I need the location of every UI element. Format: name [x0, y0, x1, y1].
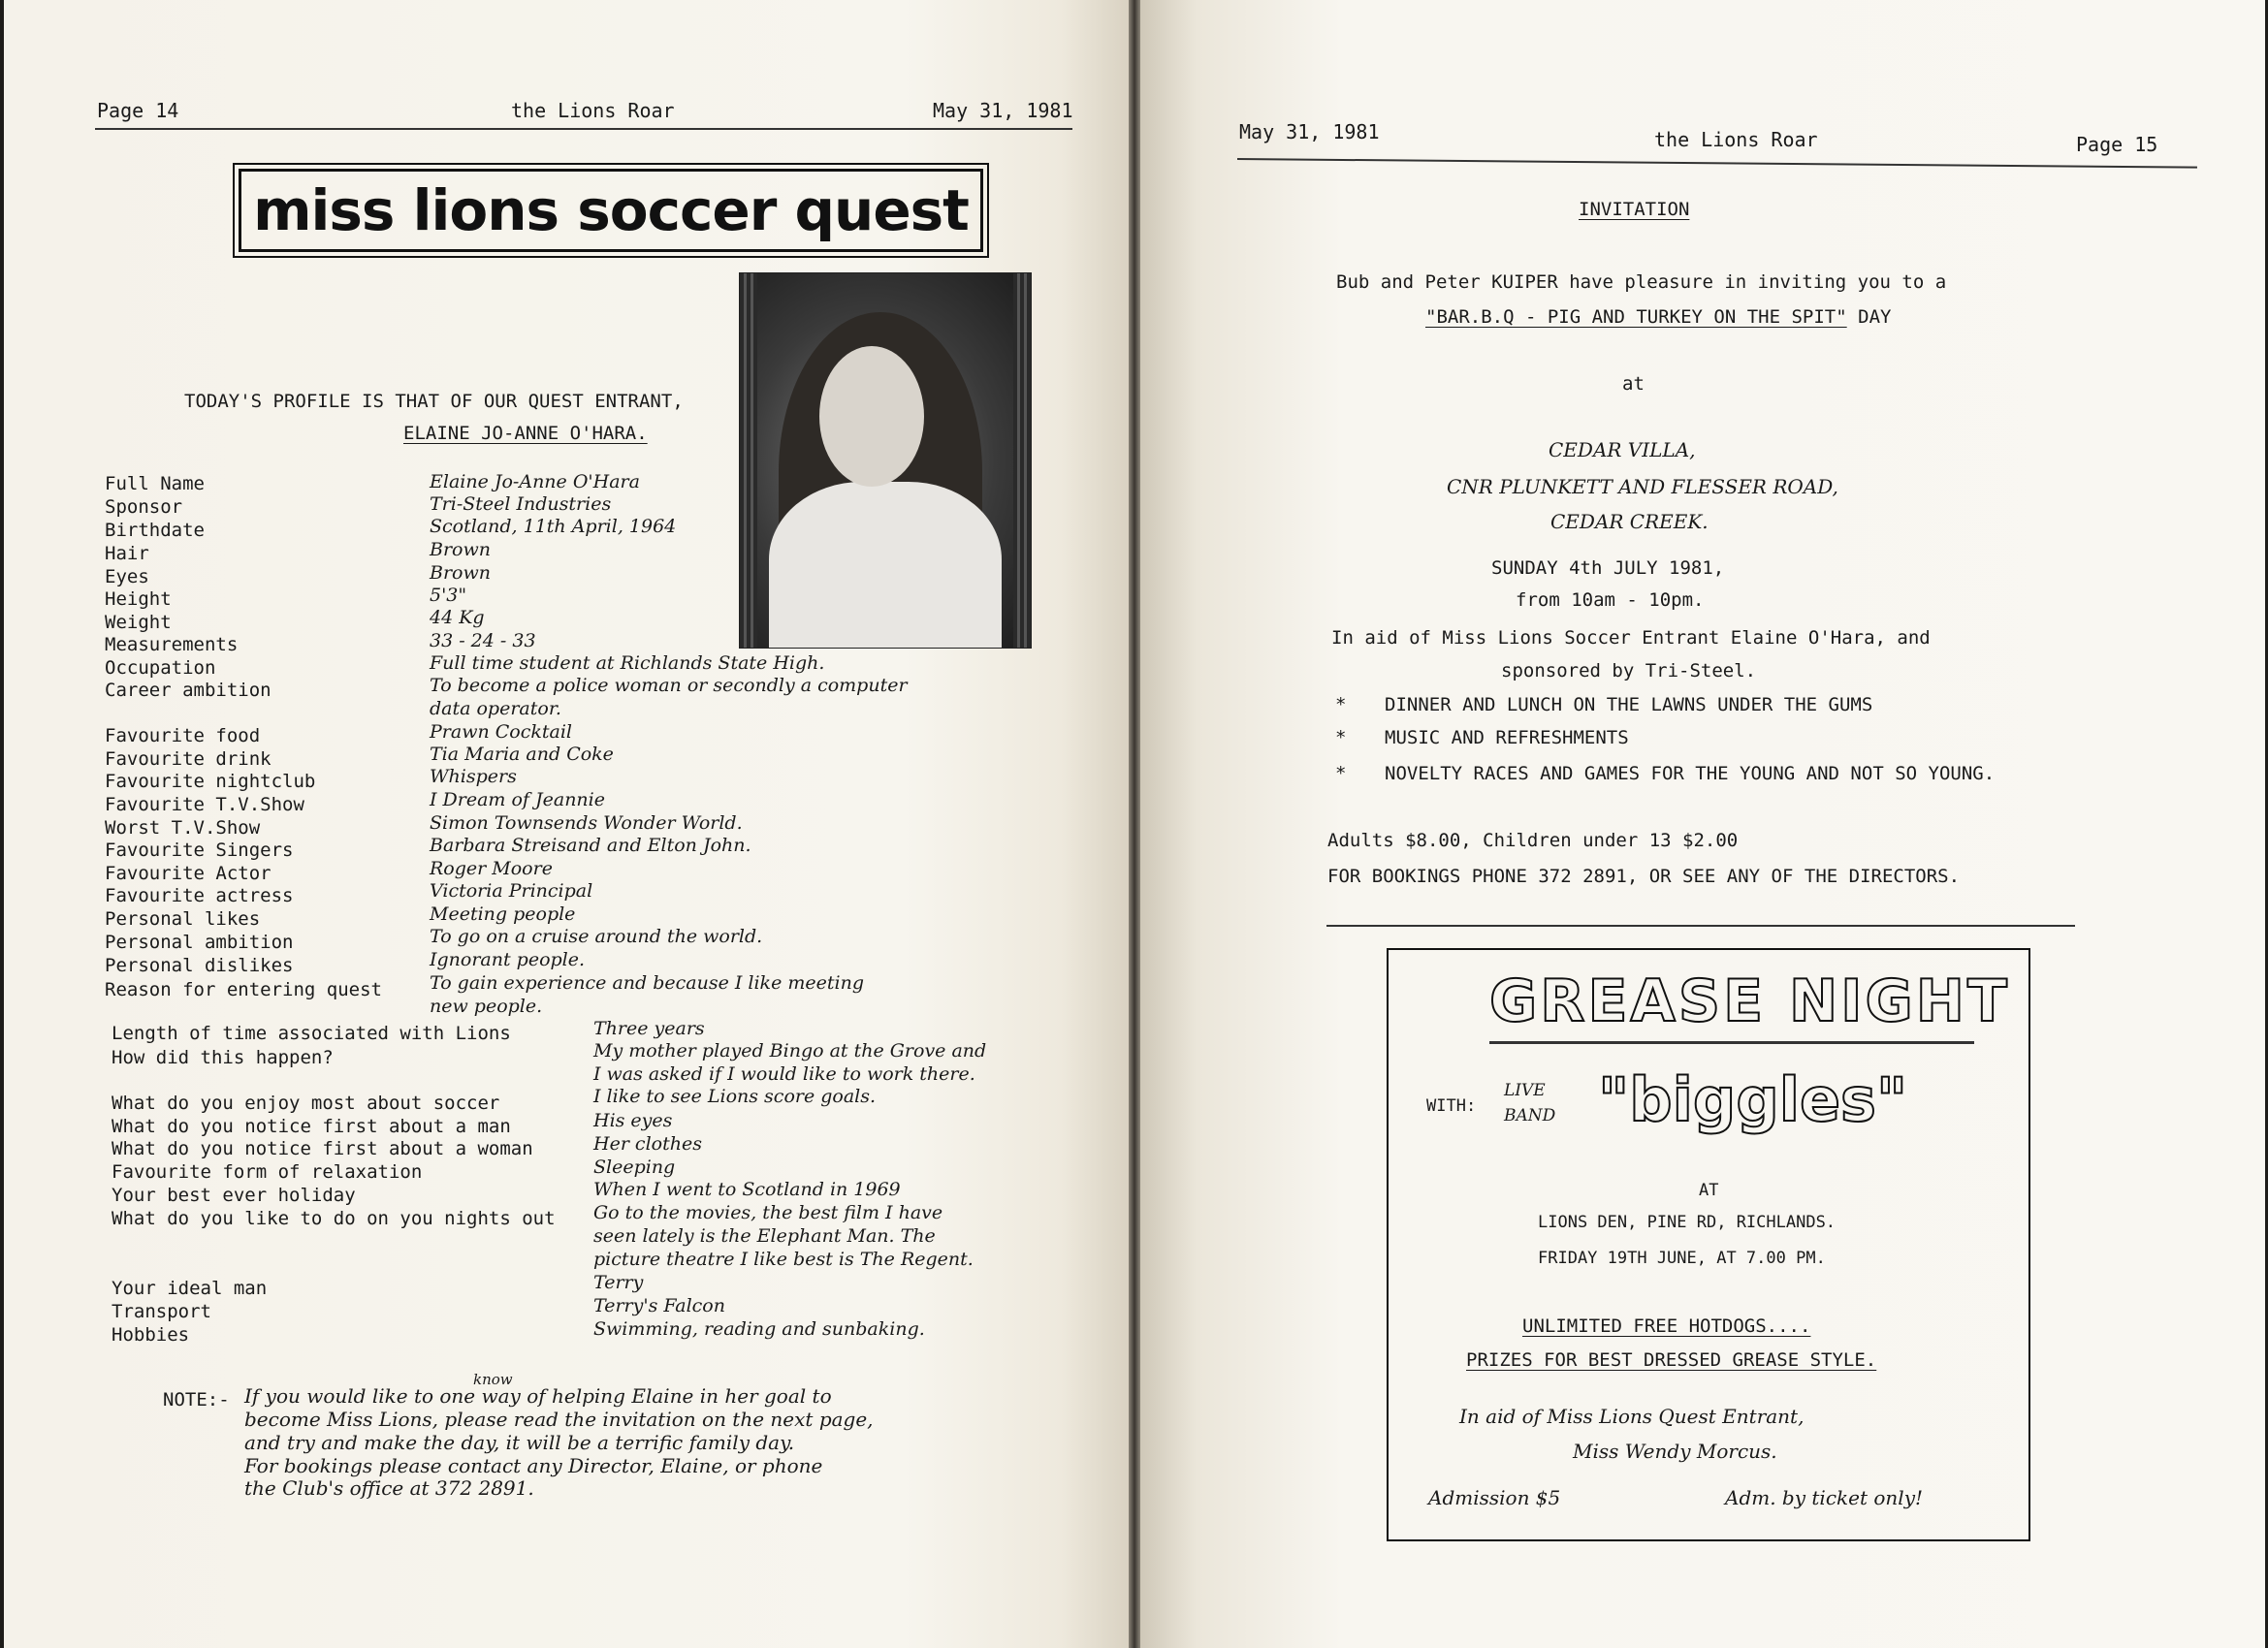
profile-value: new people.	[430, 996, 543, 1017]
section-divider	[1326, 925, 2075, 927]
profile-label: Sponsor	[105, 496, 183, 518]
profile-label: Worst T.V.Show	[105, 817, 261, 839]
question-label: What do you notice first about a man	[112, 1116, 511, 1137]
question-answer: I was asked if I would like to work there.	[593, 1063, 975, 1085]
bullet-mark: *	[1335, 694, 1347, 715]
grease-title-underline	[1489, 1041, 1974, 1044]
book-gutter	[1129, 0, 1140, 1648]
note-line: the Club's office at 372 2891.	[244, 1476, 534, 1500]
question-label: What do you notice first about a woman	[112, 1138, 533, 1159]
grease-aid-line-2: Miss Wendy Morcus.	[1573, 1440, 1777, 1463]
profile-label: Full Name	[105, 473, 205, 494]
question-answer: Sleeping	[593, 1157, 676, 1178]
right-newsletter-name: the Lions Roar	[1654, 128, 1818, 151]
question-answer: picture theatre I like best is The Regent.	[593, 1249, 974, 1270]
question-answer: I like to see Lions score goals.	[593, 1086, 877, 1107]
profile-label: Weight	[105, 612, 172, 633]
invitation-at: at	[1622, 373, 1645, 395]
profile-label: Personal ambition	[105, 932, 294, 953]
profile-value: 33 - 24 - 33	[430, 630, 536, 651]
question-label: What do you enjoy most about soccer	[112, 1093, 500, 1114]
profile-label: Height	[105, 588, 172, 610]
profile-value: I Dream of Jeannie	[430, 789, 605, 810]
profile-value: 5'3"	[430, 585, 467, 606]
profile-label: Reason for entering quest	[105, 979, 382, 1000]
profile-value: Tri-Steel Industries	[430, 493, 612, 515]
profile-value: Elaine Jo-Anne O'Hara	[430, 471, 640, 492]
bullet-mark: *	[1335, 727, 1347, 748]
question-answer: Three years	[593, 1018, 705, 1039]
question-label: How did this happen?	[112, 1047, 334, 1068]
profile-label: Birthdate	[105, 520, 205, 541]
profile-value: Roger Moore	[430, 858, 553, 879]
entrant-name-heading: ELAINE JO-ANNE O'HARA.	[403, 423, 648, 444]
question-label: What do you like to do on you nights out	[112, 1208, 556, 1229]
profile-label: Favourite T.V.Show	[105, 794, 304, 815]
profile-value: To gain experience and because I like meeting	[430, 972, 864, 994]
profile-value: data operator.	[430, 698, 561, 719]
profile-label: Favourite nightclub	[105, 771, 316, 792]
intro-line-1: TODAY'S PROFILE IS THAT OF OUR QUEST ENTRANT,	[184, 391, 684, 412]
profile-label: Personal dislikes	[105, 955, 294, 976]
question-answer: Terry's Falcon	[593, 1295, 725, 1316]
profile-value: Meeting people	[430, 903, 576, 925]
bullet-item: DINNER AND LUNCH ON THE LAWNS UNDER THE GUMS	[1385, 694, 1873, 715]
question-answer: Her clothes	[593, 1133, 702, 1155]
profile-label: Favourite Actor	[105, 863, 272, 884]
ticket-only-note: Adm. by ticket only!	[1725, 1486, 1924, 1509]
admission-price: Admission $5	[1428, 1486, 1561, 1509]
bookings-info: FOR BOOKINGS PHONE 372 2891, OR SEE ANY OF THE DIRECTORS.	[1327, 866, 1961, 887]
profile-value: Whispers	[430, 766, 517, 787]
question-answer: Swimming, reading and sunbaking.	[593, 1318, 925, 1340]
grease-at: AT	[1699, 1181, 1719, 1200]
grease-date-time: FRIDAY 19TH JUNE, AT 7.00 PM.	[1538, 1249, 1826, 1268]
event-aid-line-2: sponsored by Tri-Steel.	[1501, 660, 1757, 681]
question-label: Favourite form of relaxation	[112, 1161, 423, 1183]
bullet-mark: *	[1335, 763, 1347, 784]
with-label: WITH:	[1426, 1096, 1477, 1116]
profile-value: Tia Maria and Coke	[430, 744, 614, 765]
band-label: BAND	[1504, 1106, 1556, 1125]
invitation-event-day: DAY	[1846, 306, 1892, 328]
profile-label: Hair	[105, 543, 149, 564]
profile-value: Simon Townsends Wonder World.	[430, 812, 743, 834]
question-label: Your ideal man	[112, 1278, 268, 1299]
question-answer: Go to the movies, the best film I have	[593, 1202, 943, 1223]
profile-value: Victoria Principal	[430, 880, 593, 902]
invitation-heading: INVITATION	[1579, 199, 1690, 220]
note-line: become Miss Lions, please read the invitation on the next page,	[244, 1408, 874, 1431]
question-label: Hobbies	[112, 1324, 190, 1346]
question-answer: His eyes	[593, 1110, 673, 1131]
venue-line-3: CEDAR CREEK.	[1550, 510, 1709, 533]
band-name: "biggles"	[1598, 1064, 1908, 1135]
ticket-prices: Adults $8.00, Children under 13 $2.00	[1327, 830, 1739, 851]
live-label: LIVE	[1504, 1081, 1546, 1100]
question-label: Length of time associated with Lions	[112, 1023, 511, 1044]
profile-label: Favourite food	[105, 725, 261, 746]
left-page-number: Page 14	[97, 99, 179, 122]
profile-label: Occupation	[105, 657, 216, 679]
quest-title-box	[239, 169, 983, 252]
free-hotdogs: UNLIMITED FREE HOTDOGS....	[1522, 1315, 1811, 1337]
event-date: SUNDAY 4th JULY 1981,	[1491, 557, 1725, 579]
note-line: For bookings please contact any Director, Elaine, or phone	[244, 1454, 823, 1477]
bullet-item: NOVELTY RACES AND GAMES FOR THE YOUNG AND NOT SO YOUNG.	[1385, 763, 1996, 784]
grease-night-title: GREASE NIGHT	[1489, 967, 2010, 1035]
entrant-photo	[739, 272, 1032, 649]
question-answer: My mother played Bingo at the Grove and	[593, 1040, 987, 1062]
event-time: from 10am - 10pm.	[1516, 589, 1705, 611]
profile-value: Brown	[430, 539, 491, 560]
quest-title: miss lions soccer quest	[253, 177, 969, 243]
invitation-line-1: Bub and Peter KUIPER have pleasure in inviting you to a	[1336, 271, 1947, 293]
profile-label: Career ambition	[105, 680, 272, 701]
question-answer: seen lately is the Elephant Man. The	[593, 1225, 936, 1247]
profile-value: Ignorant people.	[430, 949, 586, 970]
invitation-line-2	[1425, 306, 1891, 328]
profile-value: To become a police woman or secondly a computer	[430, 675, 908, 696]
right-date: May 31, 1981	[1239, 120, 1380, 143]
grease-aid-line-1: In aid of Miss Lions Quest Entrant,	[1459, 1405, 1805, 1428]
question-answer: When I went to Scotland in 1969	[593, 1179, 901, 1200]
profile-label: Measurements	[105, 634, 239, 655]
profile-value: Brown	[430, 562, 491, 584]
profile-value: Prawn Cocktail	[430, 721, 572, 743]
venue-line-1: CEDAR VILLA,	[1549, 438, 1696, 461]
note-handwritten-insert: know	[473, 1371, 513, 1388]
question-label: Your best ever holiday	[112, 1185, 356, 1206]
event-aid-line-1: In aid of Miss Lions Soccer Entrant Elaine O'Hara, and	[1331, 627, 1931, 649]
left-newsletter-name: the Lions Roar	[511, 99, 675, 122]
venue-line-2: CNR PLUNKETT AND FLESSER ROAD,	[1447, 475, 1838, 498]
bullet-item: MUSIC AND REFRESHMENTS	[1385, 727, 1629, 748]
left-date: May 31, 1981	[933, 99, 1073, 122]
note-line: If you would like to one way of helping Elaine in her goal to	[244, 1384, 832, 1408]
profile-label: Eyes	[105, 566, 149, 587]
right-page-number: Page 15	[2076, 133, 2158, 156]
left-header-rule	[95, 128, 1072, 130]
profile-label: Favourite Singers	[105, 840, 294, 861]
note-label: NOTE:-	[163, 1389, 230, 1410]
profile-value: Barbara Streisand and Elton John.	[430, 835, 751, 856]
invitation-event-name: "BAR.B.Q - PIG AND TURKEY ON THE SPIT"	[1425, 306, 1847, 328]
question-answer: Terry	[593, 1272, 644, 1293]
note-line: and try and make the day, it will be a terrific family day.	[244, 1431, 795, 1454]
profile-label: Favourite drink	[105, 748, 272, 770]
profile-value: To go on a cruise around the world.	[430, 926, 763, 947]
profile-label: Favourite actress	[105, 885, 294, 906]
question-label: Transport	[112, 1301, 211, 1322]
grease-venue: LIONS DEN, PINE RD, RICHLANDS.	[1538, 1213, 1837, 1232]
best-dressed-prizes: PRIZES FOR BEST DRESSED GREASE STYLE.	[1466, 1349, 1877, 1371]
profile-value: Scotland, 11th April, 1964	[430, 516, 677, 537]
profile-value: Full time student at Richlands State High.	[430, 652, 825, 674]
profile-value: 44 Kg	[430, 607, 485, 628]
profile-label: Personal likes	[105, 908, 261, 930]
